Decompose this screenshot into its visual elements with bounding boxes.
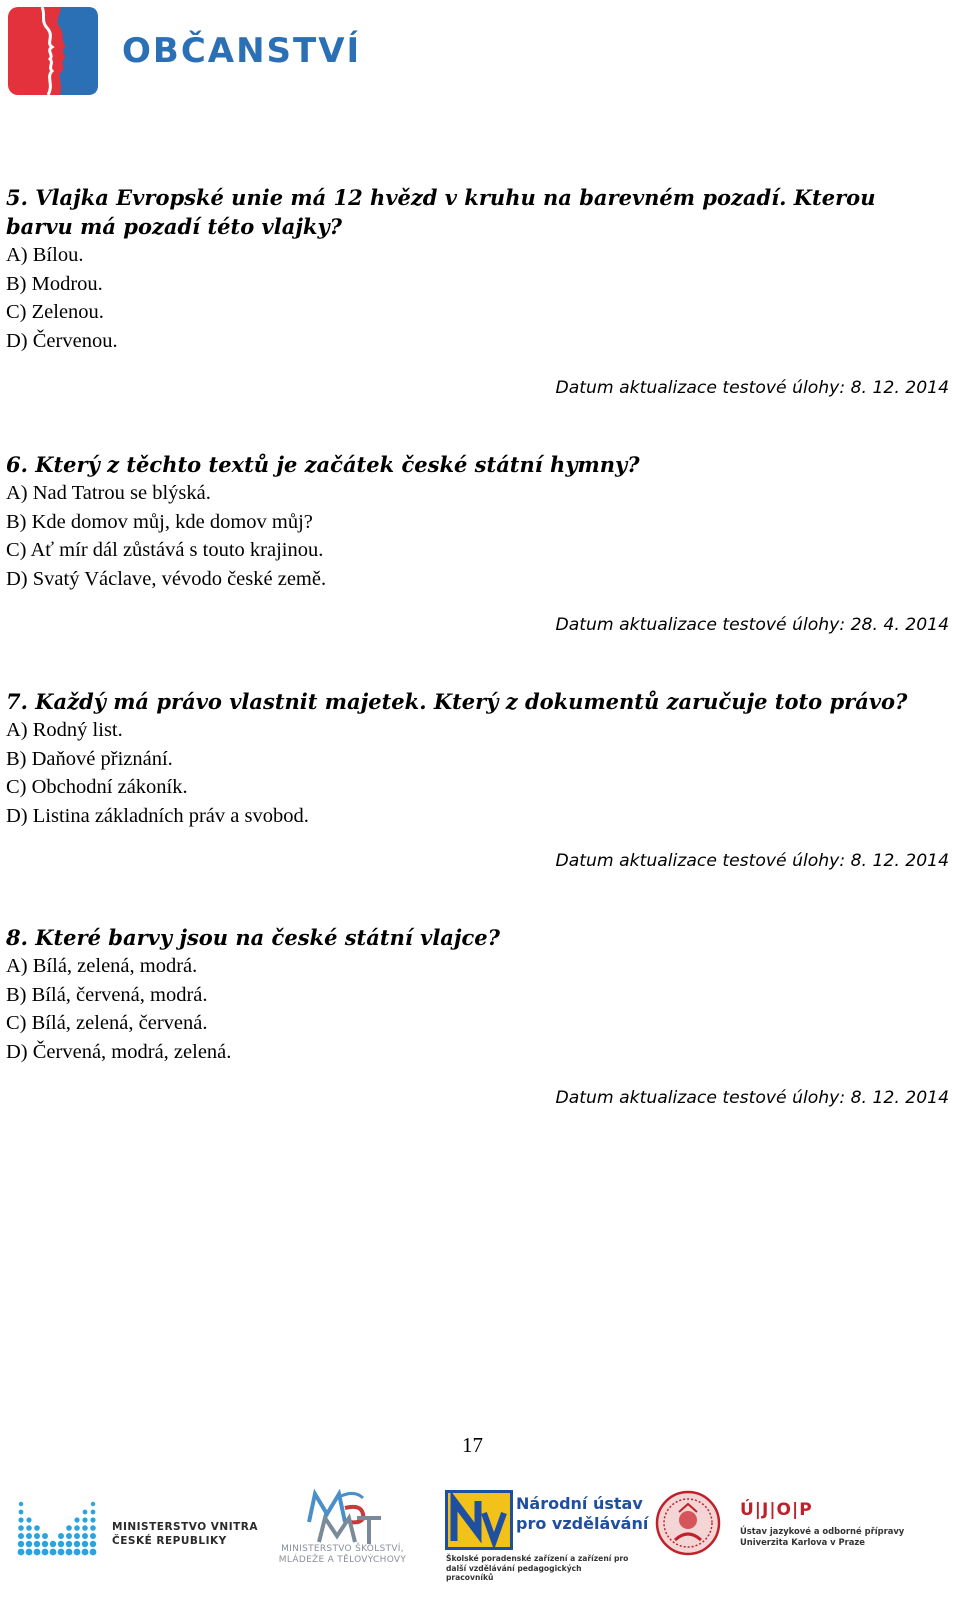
answer-option: A) Bílou. — [6, 244, 84, 266]
ministry-interior-logo-icon — [15, 1496, 99, 1560]
brand-wordmark: OBČANSTVÍ — [122, 31, 362, 71]
answer-option: C) Ať mír dál zůstává s touto krajinou. — [6, 539, 324, 562]
page-number: 17 — [462, 1433, 483, 1457]
university-seal-icon — [655, 1490, 721, 1556]
question-7 — [4, 687, 949, 830]
answer-option: D) Svatý Václave, vévodo české země. — [6, 567, 327, 590]
ministry-education-label: MINISTERSTVO ŠKOLSTVÍ, MLÁDEŽE A TĚLOVÝCHOVY — [278, 1544, 407, 1565]
nuv-logo-icon — [445, 1490, 513, 1550]
answer-list — [4, 952, 949, 1066]
update-date: Datum aktualizace testové úlohy: 8. 12. 2014 — [555, 1088, 949, 1108]
footer-logos — [0, 1482, 960, 1582]
answer-option: B) Daňové přiznání. — [6, 747, 173, 770]
answer-option: D) Červenou. — [6, 329, 118, 352]
answer-option: A) Nad Tatrou se blýská. — [6, 482, 211, 504]
answer-list — [4, 241, 949, 355]
obcanstvi-logo — [8, 6, 361, 96]
answer-option: C) Obchodní zákoník. — [6, 776, 188, 799]
update-date: Datum aktualizace testové úlohy: 8. 12. 2014 — [555, 378, 949, 398]
question-5 — [4, 183, 949, 355]
question-title: 6. Který z těchto textů je začátek české státní hymny? — [6, 452, 640, 477]
question-8 — [4, 923, 949, 1066]
ujop-subtitle: Ústav jazykové a odborné přípravy Univerzita Karlova v Praze — [740, 1526, 905, 1547]
question-title: 7. Každý má právo vlastnit majetek. Který z dokumentů zaručuje toto právo? — [6, 689, 908, 714]
answer-option: C) Zelenou. — [6, 301, 104, 324]
answer-list — [4, 479, 949, 593]
question-title: 8. Které barvy jsou na české státní vlajce? — [6, 925, 500, 950]
answer-option: A) Rodný list. — [6, 719, 123, 741]
ujop-title: Ú|J|O|P — [740, 1500, 813, 1520]
ministry-education-logo-icon — [305, 1488, 385, 1548]
ministry-interior-label: MINISTERSTVO VNITRA ČESKÉ REPUBLIKY — [112, 1521, 258, 1547]
update-date: Datum aktualizace testové úlohy: 8. 12. 2014 — [555, 851, 949, 871]
answer-list — [4, 716, 949, 830]
nuv-title: Národní ústav pro vzdělávání — [516, 1494, 649, 1533]
answer-option: B) Bílá, červená, modrá. — [6, 983, 208, 1006]
question-title: 5. Vlajka Evropské unie má 12 hvězd v kruhu na barevném pozadí. Kterou barvu má pozadí této vlajky? — [6, 185, 876, 239]
answer-option: D) Červená, modrá, zelená. — [6, 1040, 232, 1063]
answer-option: C) Bílá, zelená, červená. — [6, 1012, 208, 1035]
answer-option: A) Bílá, zelená, modrá. — [6, 955, 198, 977]
question-6 — [4, 450, 949, 593]
nuv-subtitle: Školské poradenské zařízení a zařízení pro další vzdělávání pedagogických pracovníků — [446, 1554, 629, 1582]
update-date: Datum aktualizace testové úlohy: 28. 4. 2014 — [555, 615, 949, 635]
answer-option: D) Listina základních práv a svobod. — [6, 804, 309, 827]
answer-option: B) Kde domov můj, kde domov můj? — [6, 510, 313, 533]
answer-option: B) Modrou. — [6, 272, 103, 295]
faces-logo-icon — [8, 7, 98, 95]
